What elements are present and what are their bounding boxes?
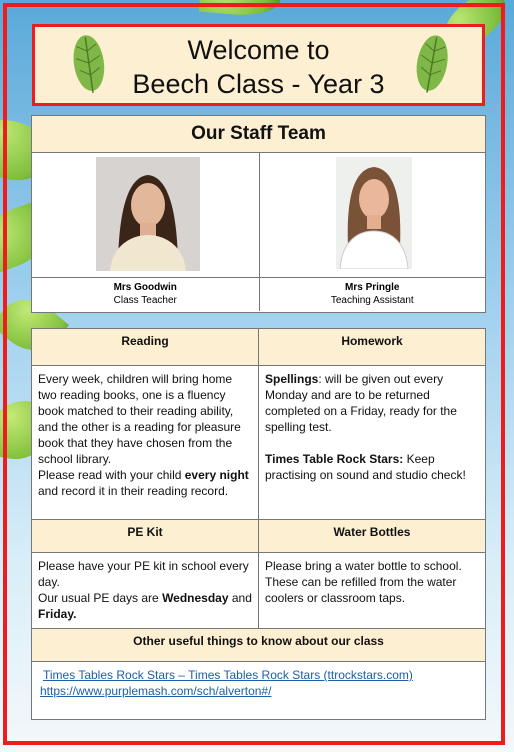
reading-emphasis: every night — [184, 468, 249, 482]
pe-text: Our usual PE days are — [38, 591, 163, 605]
pe-day: Friday — [38, 607, 74, 621]
pe-text: . — [73, 607, 77, 621]
staff-role: Teaching Assistant — [330, 295, 414, 306]
water-heading: Water Bottles — [259, 520, 486, 553]
water-body: Please bring a water bottle to school. These can be refilled from the water coolers or classroom taps. — [259, 553, 486, 629]
reading-text: Please read with your child — [38, 468, 185, 482]
pe-day: Wednesday — [162, 591, 229, 605]
staff-name: Mrs Goodwin — [113, 282, 177, 293]
other-heading: Other useful things to know about our class — [32, 629, 486, 662]
reading-text: and record it in their reading record. — [38, 484, 229, 498]
purplemash-link[interactable]: https://www.purplemash.com/sch/alverton#/ — [40, 684, 272, 698]
pe-body — [32, 553, 259, 629]
title-line-1: Welcome to — [187, 35, 330, 65]
links-body — [32, 662, 486, 720]
spellings-label: Spellings — [265, 372, 319, 386]
staff-photo-goodwin — [96, 157, 200, 271]
staff-member-pringle — [259, 153, 486, 311]
title-line-2: Beech Class - Year 3 — [132, 69, 385, 99]
pe-text: and — [228, 591, 252, 605]
ttrockstars-link[interactable]: Times Tables Rock Stars – Times Tables Rock Stars (ttrockstars.com) — [43, 668, 413, 682]
reading-text: Every week, children will bring home two reading books, one is a fluency book matched to their reading ability, and the other is a reading for pleasure book that they have chosen from the school library. — [38, 372, 241, 466]
staff-member-goodwin — [32, 153, 259, 311]
ttrs-text: Keep practising on sound and studio check! — [265, 452, 466, 482]
spellings-text: : will be given out every Monday and are to be returned completed on a Friday, ready for the spelling test. — [265, 372, 457, 434]
staff-heading: Our Staff Team — [32, 116, 485, 153]
homework-body — [259, 366, 486, 520]
staff-photo-pringle — [336, 157, 412, 269]
staff-name: Mrs Pringle — [345, 282, 400, 293]
page-title — [32, 24, 485, 106]
staff-panel — [31, 115, 486, 313]
homework-heading: Homework — [259, 329, 486, 366]
pe-text: Please have your PE kit in school every day. — [38, 559, 249, 589]
pe-heading: PE Kit — [32, 520, 259, 553]
ttrs-label: Times Table Rock Stars: — [265, 452, 404, 466]
staff-role: Class Teacher — [113, 295, 177, 306]
info-panel — [31, 328, 486, 720]
reading-heading: Reading — [32, 329, 259, 366]
reading-body — [32, 366, 259, 520]
